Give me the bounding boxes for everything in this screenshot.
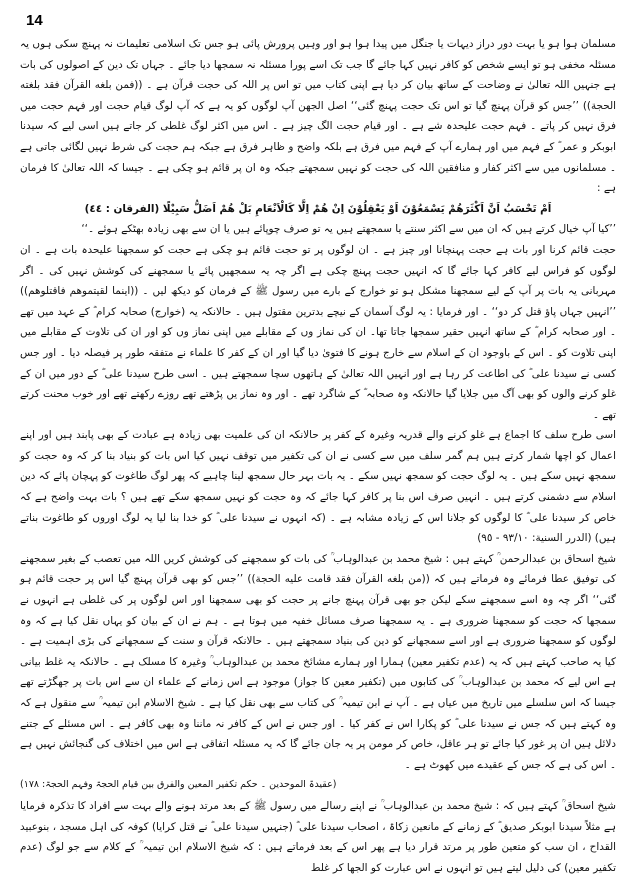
paragraph: حجت قائم کرنا اور بات ہے حجت پہنچانا اور چیز ہے ۔ ان لوگوں پر تو حجت قائم ہو چکی ہے حجت کو سمجھنا علیحدہ بات ہے ۔ ان لوگوں کو فراس لیے کافر کہا جائے گا کہ انہیں حجت پہنچ چکی ہے اگر چہ یہ سمجھیں پائے یا سمجھنے کی کوشش نہیں کی ۔ اگر مہربانی یہ بات پر آپ کے لیے سمجھنا مشکل ہو تو خوارج کے بارے میں رسول ﷺ کے فرمان کو دیکھ لیں ۔ ((اینما لقیتموهم فاقتلوهم)) ’’انہیں جہاں پاؤ قتل کر دو‘‘ ۔ اور فرمایا : یہ لوگ آسمان کے نیچے بدترین مقتول ہیں ۔ حالانکہ یہ (خوارج) صحابہ کرام ؓ کے عہد میں تھے ۔ اور صحابہ کرام ؓ کے ساتھ انہیں حقیر سمجھا جاتا تھا۔ ان کی نماز وں کے مقابلے میں اپنی نماز وں کو اور ان کی تلاوت کے مقابلے میں اپنی تلاوت کو ۔ اس کے باوجود ان کے اسلام سے خارج ہونے کا فتویٰ دیا گیا اور ان کے کفر کا علماء نے متفقہ طور پر فیصلہ دیا ۔ اور جس کسی نے سیدنا علی ؓ کی اطاعت کر رہا ہے اور انہیں اللہ تعالیٰ کے ہاتھوں سچا سمجھتے ہیں ۔ اسی طرح سیدنا علی ؓ کے دور میں ان کے غلو کرنے والوں کو بھی آگ میں جلایا گیا حالانکہ وہ صحابہ ؓ کے شاگرد تھے ۔ اور وہ نماز یں پڑھتے تھے روزے رکھتے تھے اور خوب محنت کرتے تھے ۔	[20, 243, 616, 421]
reference-note: (عقیدۃ الموحدین ۔ حکم تکفیر المعین والفرق بین قیام الحجۃ وفہم الحجۃ: ١٧٨)	[20, 779, 337, 791]
paragraph: مسلمان ہوا ہو یا بہت دور دراز دیہات یا جنگل میں پیدا ہوا ہو اور وہیں پرورش پائی ہو جس تک اسلامی تعلیمات نہ پہنچ سکی ہوں یہ مسئلہ مخفی ہو تو ایسے شخص کو کافر نہیں کہا جائے گا جب تک اسے پورا مسئلہ نہ سمجھا دیا جائے ۔ جہاں تک دین کے اصولوں کی بات ہے جنہیں اللہ تعالیٰ نے وضاحت کے ساتھ بیان کر دیا ہے اپنی کتاب میں تو اس پر اللہ کی حجت قرآن ہے ۔ ((فمن بلغه القرآن فقد بلغته الحجة)) ’’جس کو قرآن پہنچ گیا تو اس تک حجت پہنچ گئی‘‘ اصل الجھن آپ لوگوں کو یہ ہے کہ آپ لوگ قیام حجت اور فہم حجت میں فرق نہیں کر پاتے ۔ فہم حجت علیحدہ شے ہے ۔ اور قیام حجت الگ چیز ہے ۔ اس میں اکثر لوگ غلطی کر جاتے ہیں اسی لیے کہ سیدنا ابوبکر و عمر ؓ کے فہم میں اور ہمارے آپ کے فہم میں فرق ہے بلکہ واضح و ظاہر فرق ہے جبکہ ہم حجت کی شرط نہیں لگائی جاتی ہے ۔ مسلمانوں میں سے اکثر کفار و منافقین اللہ کی حجت کو نہیں سمجھتے جبکہ وہ ان پر قائم ہو چکی ہے ۔ جیسا کہ اللہ تعالیٰ کا فرمان ہے :	[20, 38, 616, 195]
page-number: 14	[26, 12, 43, 29]
verse-translation: ’’کیا آپ خیال کرتے ہیں کہ ان میں سے اکثر سنتے یا سمجھتے ہیں یہ تو صرف چوپائے ہیں یا ان سے بھی زیادہ بھٹکے ہوئے ۔‘‘	[81, 223, 616, 236]
paragraph: شیخ اسحاق ؒ کہتے ہیں کہ : شیخ محمد بن عبدالوہاب ؒ نے اپنے رسالے میں رسول ﷺ کے بعد مرتد ہونے والے بہت سے افراد کا تذکرہ فرمایا ہے مثلاً سیدنا ابوبکر صدیق ؓ کے زمانے کے مانعین زکاۃ ، اصحاب سیدنا علی ؓ (جنہیں سیدنا علی ؓ نے قتل کرایا) کوفہ کی اہل مسجد ، بنوعبید القداح ، ان سب کو متعین طور پر مرتد قرار دیا ہے پھر اس کے بعد فرماتے ہیں : کہ شیخ الاسلام ابن تیمیہ ؒ کے کلام سے جو لوگ (عدم تکفیر معین) کی دلیل لیتے ہیں تو انہوں نے اس عبارت کو الجھا کر غلط	[20, 799, 616, 874]
quran-verse: اَمْ تَحْسَبُ اَنَّ اَكْثَرَهُمْ يَسْمَعُوْنَ اَوْ يَعْقِلُوْنَ اِنْ هُمْ اِلَّا كَالْاَنْعَامِ بَلْ هُمْ اَضَلُّ سَبِيْلًا (الفرقان : ٤٤)	[84, 202, 552, 215]
document-body	[20, 34, 616, 874]
paragraph: شیخ اسحاق بن عبدالرحمن ؒ کہتے ہیں : شیخ محمد بن عبدالوہاب ؒ کی بات کو سمجھنے کی کوشش کریں اللہ میں تعصب کے بغیر سمجھنے کی توفیق عطا فرمائے وہ فرماتے ہیں کہ ((من بلغه القرآن فقد قامت عليه الحجة)) ’’جس کو بھی قرآن پہنچ گیا اس پر حجت قائم ہو گئی‘‘ اگر چہ وہ اسے سمجھنے سکے لیکن جو بھی قرآن پہنچ جانے پر حجت کو بھی سمجھنا اور اس لوگوں پر کی غلطی ہے انہوں نے سمجھا کہ حجت کو سمجھنا ضروری ہے ۔ یہ سمجھنا صرف مسائل خفیہ میں ہوتا ہے ۔ ہم نے ان کے بیان کو یہاں نقل کیا ہے کہ وہ لوگوں کو سمجھنا ضروری ہے اور اسے سمجھانے کو دین کی بنیاد سمجھتے ہیں ۔ حالانکہ قرآن و سنت کے سمجھانے کی بڑی اہمیت ہے ۔ کیا یہ صاحب کہتے ہیں کہ یہ (عدم تکفیر معین) ہمارا اور ہمارے مشائخ محمد بن عبدالوہاب ؒ وغیرہ کا مسلک ہے ۔ حالانکہ یہ غلط بیانی ہے اس لیے کہ محمد بن عبدالوہاب ؒ کی کتابوں میں (تکفیر معین کا جواز) موجود ہے اس زمانے کے علماء ان سے اس بات پر جھگڑتے تھے جیسا کہ اس سلسلے میں تاریخ میں عیاں ہے ۔ آپ نے ابن تیمیہ ؒ کی کتاب سے بھی نقل کیا ہے ۔ شیخ الاسلام ابن تیمیہ ؒ سے منقول ہے کہ وہ کہتے ہیں کہ جس نے سیدنا علی ؓ کو پکارا اس نے کفر کیا ۔ اور جس نے اس کے کافر نہ ماننا وہ بھی کافر ہے ۔ اس مسئلے کے جتنے دلائل ہیں ان پر غور کیا جائے تو ہر عاقل، خاص کر مومن پر یہ جان جائے گا کہ یہ مسئلہ اتفاقی ہے اس میں اختلاف کی گنجائش نہیں ہے ۔ اس کی ہے کہ جس کے عقیدے میں کھوٹ ہے ۔	[20, 552, 616, 771]
paragraph: اسی طرح سلف کا اجماع ہے غلو کرنے والے قدریہ وغیرہ کے کفر پر حالانکہ ان کی علمیت بھی زیادہ ہے عبادت کے بھی پابند ہیں اور اپنے اعمال کو اچھا شمار کرتے ہیں ہم گمر سلف میں سے کسی نے ان کی تکفیر میں توقف نہیں کیا اس بات کو بنیاد بنا کر کہ وہ حجت کو سمجھ نہیں سکے ہیں ۔ یہ لوگ حجت کو سمجھ نہیں سکے ۔ یہ بات بہر حال سمجھ لینا چاہیے کہ پھر لوگ طاغوت کو پہچان پائے کہ دین اسلام سے دشمنی کرتے ہیں ۔ انہیں صرف اس بنا پر کافر کہا جائے کہ وہ حجت کو نہیں سمجھ سکے تھے ہیں ؟ بات بہت واضح ہے کہ خاص کر سیدنا علی ؓ کا لوگوں کو جلانا اس کے زیادہ مشابہ ہے ۔ (کہ انہوں نے سیدنا علی ؓ کو خدا بنا لیا یہ لوگ اوروں کو طاغوت بناتے ہیں) (الدرر السنیة: ٩٣/١٠ - ٩٥)	[20, 429, 616, 545]
